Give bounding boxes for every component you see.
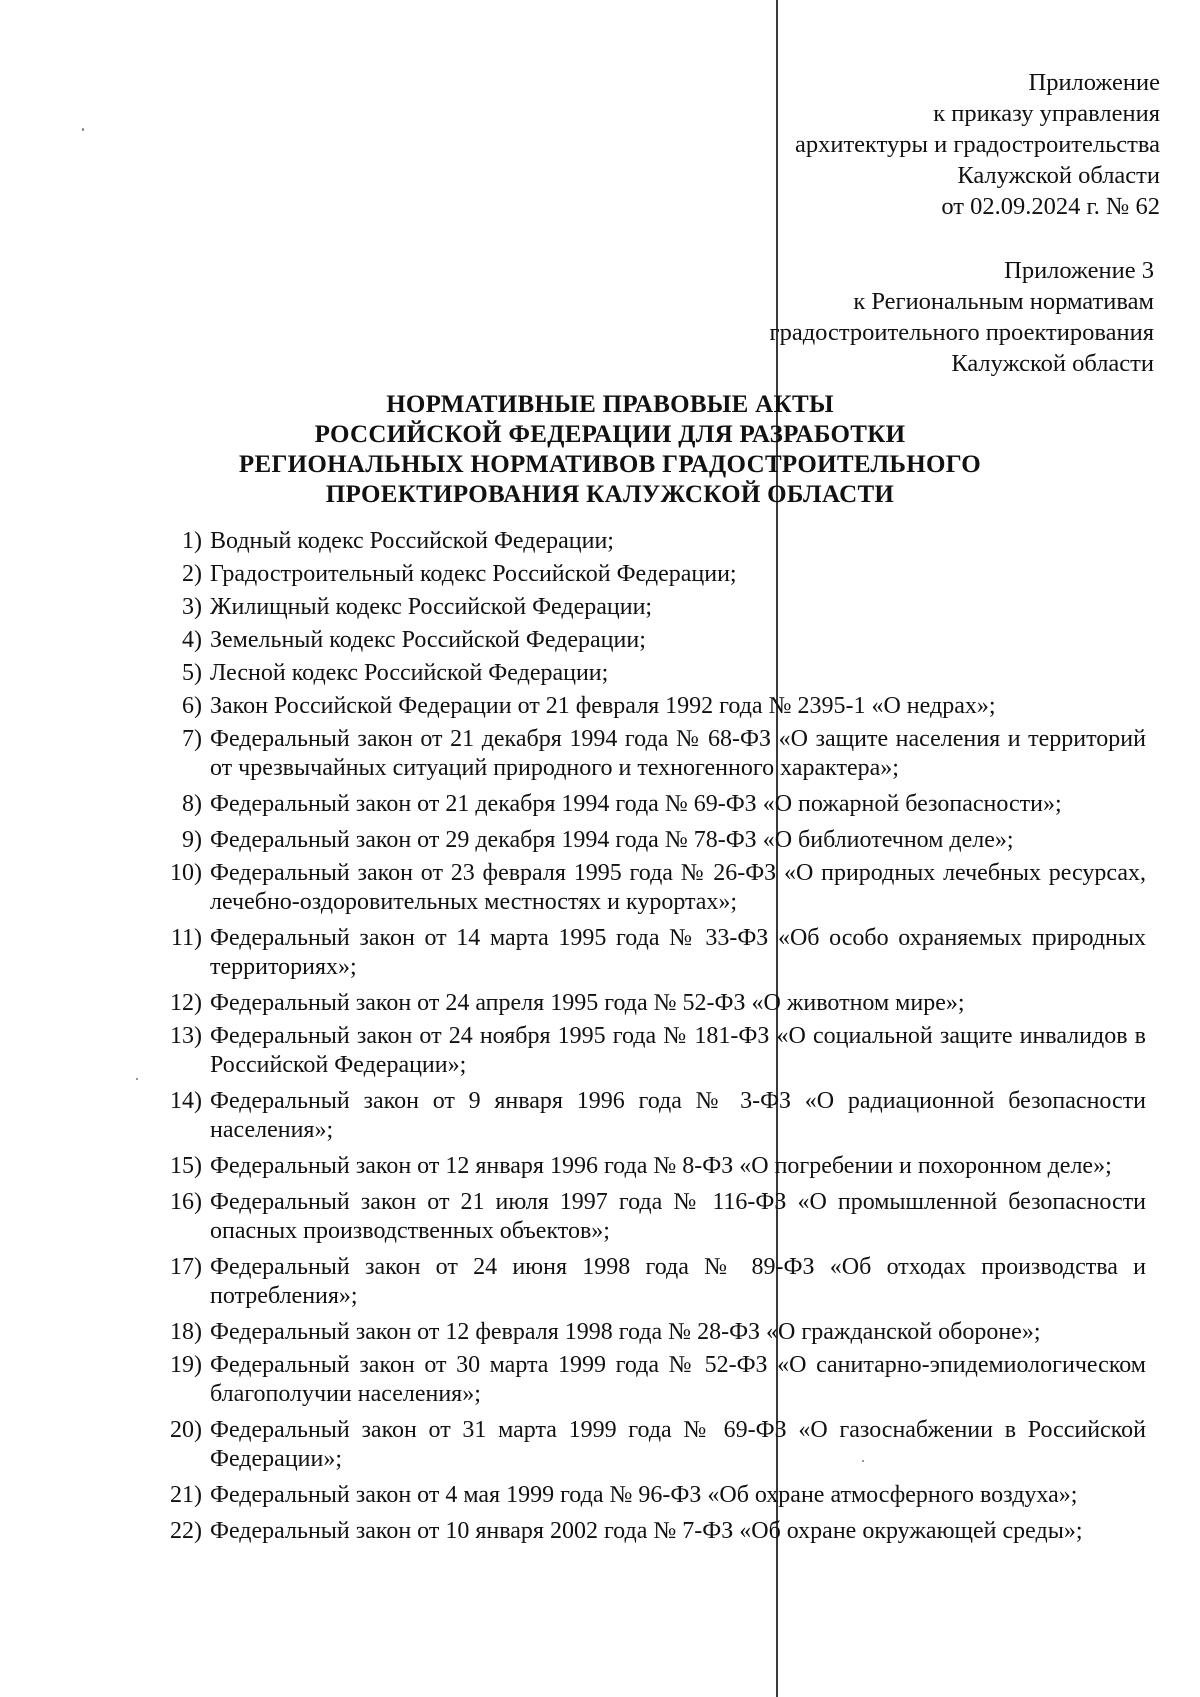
list-item: [150, 1022, 1146, 1080]
list-item: [150, 924, 1146, 982]
scan-speck: [136, 1078, 138, 1080]
item-text: Водный кодекс Российской Федерации;: [210, 528, 614, 554]
item-text: Федеральный закон от 4 мая 1999 года № 96-ФЗ «Об охране атмосферного воздуха»;: [210, 1482, 1078, 1508]
item-text: Федеральный закон от 21 декабря 1994 года № 69-ФЗ «О пожарной безопасности»;: [210, 791, 1062, 817]
item-text: Федеральный закон от 24 апреля 1995 года № 52-ФЗ «О животном мире»;: [210, 990, 965, 1016]
list-item: [150, 1087, 1146, 1145]
item-text: Федеральный закон от 23 февраля 1995 года № 26-ФЗ «О природных лечебных ресурсах, лечебно-оздоровительных местностях и курортах»;: [210, 860, 1146, 915]
item-number: 15): [170, 1153, 202, 1179]
item-text: Федеральный закон от 14 марта 1995 года № 33-ФЗ «Об особо охраняемых природных территориях»;: [210, 925, 1146, 980]
list-item: [150, 659, 1146, 688]
item-text: Федеральный закон от 12 февраля 1998 года № 28-ФЗ «О гражданской обороне»;: [210, 1319, 1041, 1345]
list-item: [150, 1188, 1146, 1246]
item-text: Федеральный закон от 24 ноября 1995 года № 181-ФЗ «О социальной защите инвалидов в Российской Федерации»;: [210, 1023, 1146, 1078]
item-number: 16): [170, 1189, 202, 1215]
approval-line: Калужской области: [957, 162, 1160, 189]
item-text: Федеральный закон от 29 декабря 1994 года № 78-ФЗ «О библиотечном деле»;: [210, 827, 1014, 853]
list-item: [150, 725, 1146, 783]
item-text: Федеральный закон от 24 июня 1998 года № 89-ФЗ «Об отходах производства и потребления»;: [210, 1254, 1146, 1309]
appendix-line: Приложение 3: [1004, 257, 1154, 284]
document-title: [170, 390, 1050, 510]
item-number: 18): [170, 1319, 202, 1345]
item-text: Федеральный закон от 9 января 1996 года № 3-ФЗ «О радиационной безопасности населения»;: [210, 1088, 1146, 1143]
item-number: 13): [170, 1023, 202, 1049]
item-number: 14): [170, 1088, 202, 1114]
item-number: 21): [170, 1482, 202, 1508]
item-number: 22): [170, 1518, 202, 1544]
list-item: [150, 1318, 1146, 1347]
list-item: [150, 859, 1146, 917]
item-text: Федеральный закон от 21 июля 1997 года № 116-ФЗ «О промышленной безопасности опасных производственных объектов»;: [210, 1189, 1146, 1244]
list-item: [150, 1152, 1146, 1181]
item-number: 11): [170, 925, 202, 951]
title-line: ПРОЕКТИРОВАНИЯ КАЛУЖСКОЙ ОБЛАСТИ: [325, 481, 895, 508]
list-item: [150, 1351, 1146, 1409]
item-number: 19): [170, 1352, 202, 1378]
list-item: [150, 790, 1146, 819]
item-number: 2): [182, 561, 202, 587]
item-number: 5): [182, 660, 202, 686]
approval-line: к приказу управления: [933, 100, 1160, 127]
item-number: 12): [170, 990, 202, 1016]
approval-line: архитектуры и градостроительства: [794, 131, 1160, 158]
item-number: 4): [182, 627, 202, 653]
list-item: [150, 1253, 1146, 1311]
item-text: Градостроительный кодекс Российской Федерации;: [210, 561, 737, 587]
item-text: Жилищный кодекс Российской Федерации;: [210, 594, 653, 620]
item-number: 1): [182, 528, 202, 554]
item-number: 6): [182, 693, 202, 719]
list-item: [150, 593, 1146, 622]
list-item: [150, 527, 1146, 556]
item-number: 17): [170, 1254, 202, 1280]
list-item: [150, 826, 1146, 855]
item-text: Федеральный закон от 31 марта 1999 года № 69-ФЗ «О газоснабжении в Российской Федерации»;: [210, 1417, 1146, 1472]
item-text: Земельный кодекс Российской Федерации;: [210, 627, 646, 653]
list-item: [150, 1481, 1146, 1510]
item-text: Федеральный закон от 10 января 2002 года № 7-ФЗ «Об охране окружающей среды»;: [210, 1518, 1083, 1544]
item-text: Федеральный закон от 21 декабря 1994 года № 68-ФЗ «О защите населения и территорий от чрезвычайных ситуаций природного и техногенного характера»;: [210, 726, 1146, 781]
item-number: 7): [182, 726, 202, 752]
list-item: [150, 692, 1146, 721]
item-text: Закон Российской Федерации от 21 февраля 1992 года № 2395-1 «О недрах»;: [210, 693, 996, 719]
title-line: РЕГИОНАЛЬНЫХ НОРМАТИВОВ ГРАДОСТРОИТЕЛЬНОГО: [238, 451, 982, 478]
acts-list: [150, 527, 1146, 1553]
scan-speck: [82, 128, 84, 131]
item-text: Федеральный закон от 30 марта 1999 года № 52-ФЗ «О санитарно-эпидемиологическом благополучии населения»;: [210, 1352, 1146, 1407]
title-line: РОССИЙСКОЙ ФЕДЕРАЦИИ ДЛЯ РАЗРАБОТКИ: [314, 421, 906, 448]
title-line: НОРМАТИВНЫЕ ПРАВОВЫЕ АКТЫ: [386, 391, 834, 418]
item-text: Лесной кодекс Российской Федерации;: [210, 660, 609, 686]
appendix-header: [770, 255, 1154, 379]
list-item: [150, 1517, 1146, 1546]
approval-header: [795, 67, 1160, 222]
item-number: 20): [170, 1417, 202, 1443]
approval-date-number: от 02.09.2024 г. № 62: [941, 193, 1160, 220]
item-number: 10): [170, 860, 202, 886]
item-text: Федеральный закон от 12 января 1996 года № 8-ФЗ «О погребении и похоронном деле»;: [210, 1153, 1112, 1179]
appendix-line: градостроительного проектирования: [769, 319, 1154, 346]
list-item: [150, 560, 1146, 589]
item-number: 8): [182, 791, 202, 817]
list-item: [150, 1416, 1146, 1474]
appendix-line: к Региональным нормативам: [853, 288, 1154, 315]
list-item: [150, 989, 1146, 1018]
appendix-line: Калужской области: [951, 350, 1154, 377]
item-number: 9): [182, 827, 202, 853]
item-number: 3): [182, 594, 202, 620]
approval-line: Приложение: [1028, 69, 1160, 96]
list-item: [150, 626, 1146, 655]
